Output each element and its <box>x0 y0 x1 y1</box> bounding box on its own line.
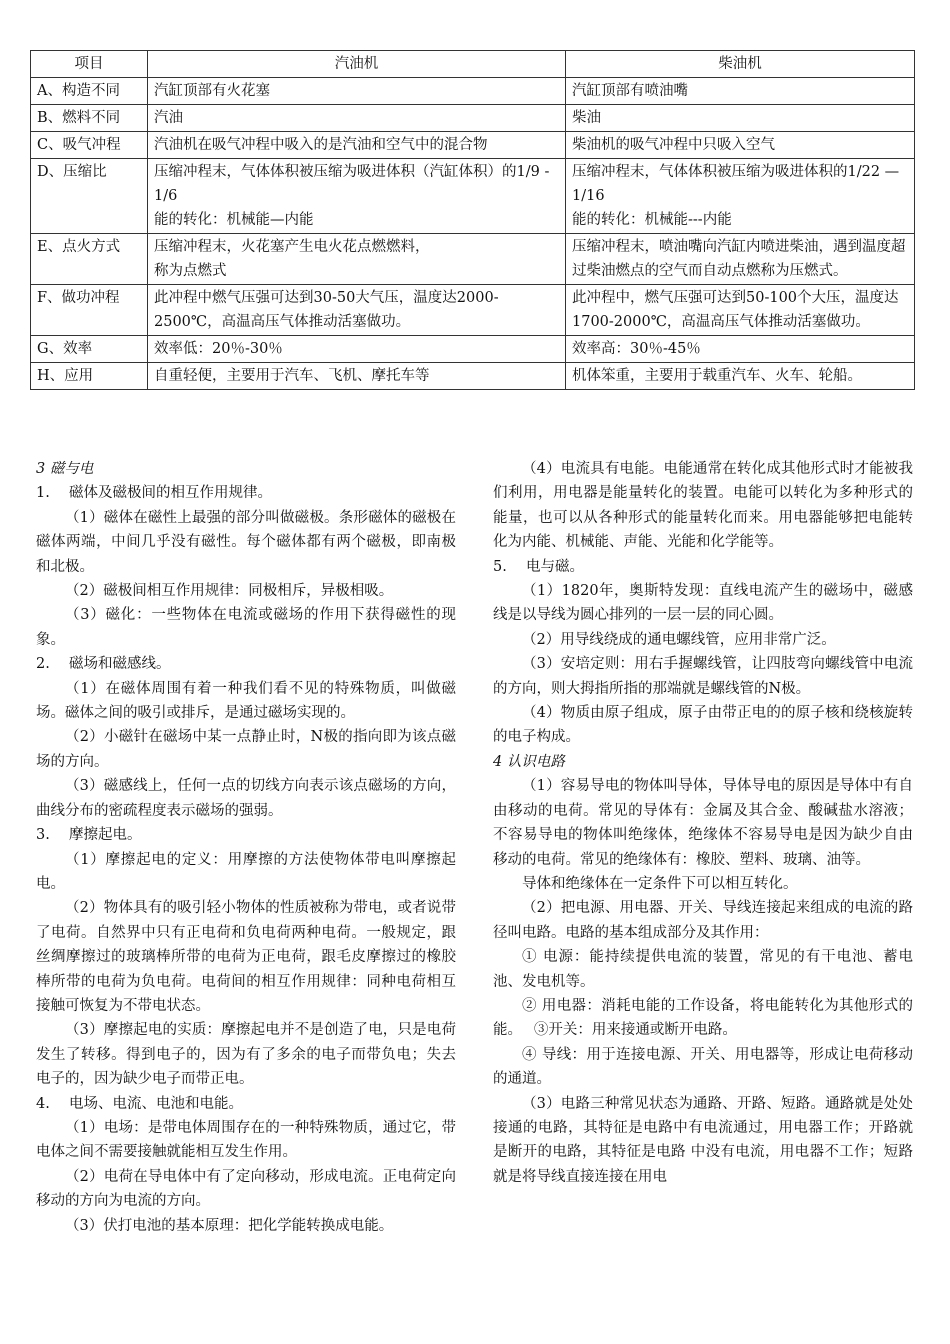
diesel-cell <box>566 132 915 159</box>
cell-line: 效率低：20％-30％ <box>154 341 283 357</box>
row-item-label: A、构造不同 <box>31 78 148 105</box>
paragraph: （3）安培定则：用右手握螺线管，让四肢弯向螺线管中电流的方向，则大拇指所指的那端就是螺线管的N极。 <box>493 656 913 697</box>
cell-line: 压缩冲程末，气体体积被压缩为吸进体积（汽缸体积）的1/9 - 1/6 <box>154 164 550 204</box>
table-row <box>31 132 915 159</box>
cell-line: 此冲程中燃气压强可达到30-50大气压，温度达2000-2500℃，高温高压气体推动活塞做功。 <box>154 290 499 330</box>
paragraph: （2）电荷在导电体中有了定向移动，形成电流。正电荷定向移动的方向为电流的方向。 <box>36 1168 456 1210</box>
cell-line: 汽油 <box>154 110 183 126</box>
cell-line: 此冲程中，燃气压强可达到50-100个大压，温度达1700-2000℃，高温高压气体推动活塞做功。 <box>572 290 899 330</box>
header-gasoline: 汽油机 <box>148 51 566 78</box>
cell-line: 汽缸顶部有喷油嘴 <box>572 83 688 99</box>
paragraph: （1）摩擦起电的定义：用摩擦的方法使物体带电叫摩擦起电。 <box>36 851 456 892</box>
diesel-cell <box>566 159 915 234</box>
diesel-cell <box>566 285 915 336</box>
header-diesel: 柴油机 <box>566 51 915 78</box>
paragraph: ④ 导线：用于连接电源、开关、用电器等，形成让电荷移动的通道。 <box>493 1046 913 1088</box>
cell-line: 柴油 <box>572 110 601 126</box>
cell-line: 汽缸顶部有火花塞 <box>154 83 270 99</box>
gasoline-cell <box>148 78 566 105</box>
paragraph: （1）容易导电的物体叫导体，导体导电的原因是导体中有自由移动的电荷。常见的导体有：金属及其合金、酸碱盐水溶液；不容易导电的物体叫绝缘体，绝缘体不容易导电是因为缺少自由移动的电荷。常见的绝缘体有：橡胶、塑料、玻璃、油等。 <box>493 778 913 868</box>
cell-line: 压缩冲程末，火花塞产生电火花点燃燃料， <box>154 239 430 255</box>
paragraph: 1. 磁体及磁极间的相互作用规律。 <box>36 485 272 502</box>
paragraph: （4）物质由原子组成，原子由带正电的的原子核和绕核旋转的电子构成。 <box>493 705 913 746</box>
row-item-label: G、效率 <box>31 336 148 363</box>
paragraph: （1）1820年，奥斯特发现：直线电流产生的磁场中，磁感线是以导线为圆心排列的一层一层的同心圆。 <box>493 583 913 624</box>
diesel-cell <box>566 105 915 132</box>
paragraph: （3）磁化：一些物体在电流或磁场的作用下获得磁性的现象。 <box>36 607 456 648</box>
diesel-cell <box>566 363 915 390</box>
paragraph: 4. 电场、电流、电池和电能。 <box>36 1095 243 1112</box>
section-heading: 3 磁与电 <box>36 461 94 477</box>
paragraph: （2）小磁针在磁场中某一点静止时，N极的指向即为该点磁场的方向。 <box>36 729 456 770</box>
paragraph: （2）用导线绕成的通电螺线管，应用非常广泛。 <box>522 631 836 648</box>
paragraph: ① 电源：能持续提供电流的装置，常见的有干电池、蓄电池、发电机等。 <box>493 949 913 990</box>
gasoline-cell <box>148 336 566 363</box>
table-row <box>31 234 915 285</box>
gasoline-cell <box>148 159 566 234</box>
row-item-label: F、做功冲程 <box>31 285 148 336</box>
paragraph: 5. 电与磁。 <box>493 558 584 575</box>
gasoline-cell <box>148 363 566 390</box>
gasoline-cell <box>148 234 566 285</box>
engine-comparison-table <box>30 50 915 390</box>
cell-line: 效率高：30％-45％ <box>572 341 701 357</box>
cell-line: 能的转化：机械能---内能 <box>572 212 732 228</box>
cell-line: 汽油机在吸气冲程中吸入的是汽油和空气中的混合物 <box>154 137 488 153</box>
paragraph: （1）磁体在磁性上最强的部分叫做磁极。条形磁体的磁极在磁体两端，中间几乎没有磁性。每个磁体都有两个磁极，即南极和北极。 <box>36 509 456 575</box>
table-row <box>31 159 915 234</box>
cell-line: 压缩冲程末，喷油嘴向汽缸内喷进柴油，遇到温度超过柴油燃点的空气而自动点燃称为压燃式。 <box>572 239 906 279</box>
paragraph: （3）磁感线上，任何一点的切线方向表示该点磁场的方向，曲线分布的密疏程度表示磁场的强弱。 <box>36 778 456 819</box>
row-item-label: E、点火方式 <box>31 234 148 285</box>
cell-line: 能的转化：机械能—内能 <box>154 212 314 228</box>
paragraph: ② 用电器：消耗电能的工作设备，将电能转化为其他形式的能。 ③开关：用来接通或断开电路。 <box>493 997 913 1039</box>
paragraph: （1）在磁体周围有着一种我们看不见的特殊物质，叫做磁场。磁体之间的吸引或排斥，是通过磁场实现的。 <box>36 680 456 722</box>
table-row <box>31 336 915 363</box>
right-text-column <box>493 457 913 1189</box>
gasoline-cell <box>148 132 566 159</box>
diesel-cell <box>566 336 915 363</box>
row-item-label: D、压缩比 <box>31 159 148 234</box>
paragraph: 2. 磁场和磁感线。 <box>36 656 171 673</box>
cell-line: 压缩冲程末，气体体积被压缩为吸进体积的1/22 — 1/16 <box>572 164 900 204</box>
paragraph: 导体和绝缘体在一定条件下可以相互转化。 <box>522 875 798 892</box>
gasoline-cell <box>148 105 566 132</box>
left-text-column <box>36 457 456 1238</box>
cell-line: 自重轻便，主要用于汽车、飞机、摩托车等 <box>154 368 430 384</box>
paragraph: （4）电流具有电能。电能通常在转化成其他形式时才能被我们利用，用电器是能量转化的装置。电能可以转化为多种形式的能量，也可以从各种形式的能量转化而来。用电器能够把电能转化为内能、机械能、声能、光能和化学能等。 <box>493 461 913 551</box>
table-header-row <box>31 51 915 78</box>
table-row <box>31 105 915 132</box>
row-item-label: B、燃料不同 <box>31 105 148 132</box>
table-body <box>31 78 915 390</box>
paragraph: （1）电场：是带电体周围存在的一种特殊物质，通过它，带电体之间不需要接触就能相互发生作用。 <box>36 1119 456 1161</box>
cell-line: 柴油机的吸气冲程中只吸入空气 <box>572 137 775 153</box>
diesel-cell <box>566 234 915 285</box>
row-item-label: H、应用 <box>31 363 148 390</box>
paragraph: （3）伏打电池的基本原理：把化学能转换成电能。 <box>65 1217 394 1234</box>
paragraph: （3）电路三种常见状态为通路、开路、短路。通路就是处处接通的电路，其特征是电路中有电流通过，用电器工作；开路就是断开的电路，其特征是电路 中没有电流，用电器不工作；短路就是将导线直接连接在用电 <box>493 1095 913 1185</box>
paragraph: 3. 摩擦起电。 <box>36 827 142 844</box>
row-item-label: C、吸气冲程 <box>31 132 148 159</box>
table-row <box>31 285 915 336</box>
diesel-cell <box>566 78 915 105</box>
paragraph: （2）磁极间相互作用规律：同极相斥，异极相吸。 <box>65 583 394 600</box>
gasoline-cell <box>148 285 566 336</box>
table-row <box>31 363 915 390</box>
cell-line: 机体笨重，主要用于载重汽车、火车、轮船。 <box>572 368 862 384</box>
table-row <box>31 78 915 105</box>
paragraph: （3）摩擦起电的实质：摩擦起电并不是创造了电，只是电荷发生了转移。得到电子的，因为有了多余的电子而带负电；失去电子的，因为缺少电子而带正电。 <box>36 1022 456 1088</box>
header-item: 项目 <box>31 51 148 78</box>
paragraph: （2）把电源、用电器、开关、导线连接起来组成的电流的路径叫电路。电路的基本组成部分及其作用： <box>493 900 913 941</box>
cell-line: 称为点燃式 <box>154 263 227 279</box>
section-heading: 4 认识电路 <box>493 753 565 770</box>
paragraph: （2）物体具有的吸引轻小物体的性质被称为带电，或者说带了电荷。自然界中只有正电荷和负电荷两种电荷。一般规定，跟丝绸摩擦过的玻璃棒所带的电荷为正电荷，跟毛皮摩擦过的橡胶棒所带的电荷为负电荷。电荷间的相互作用规律：同种电荷相互接触可恢复为不带电状态。 <box>36 900 456 1014</box>
